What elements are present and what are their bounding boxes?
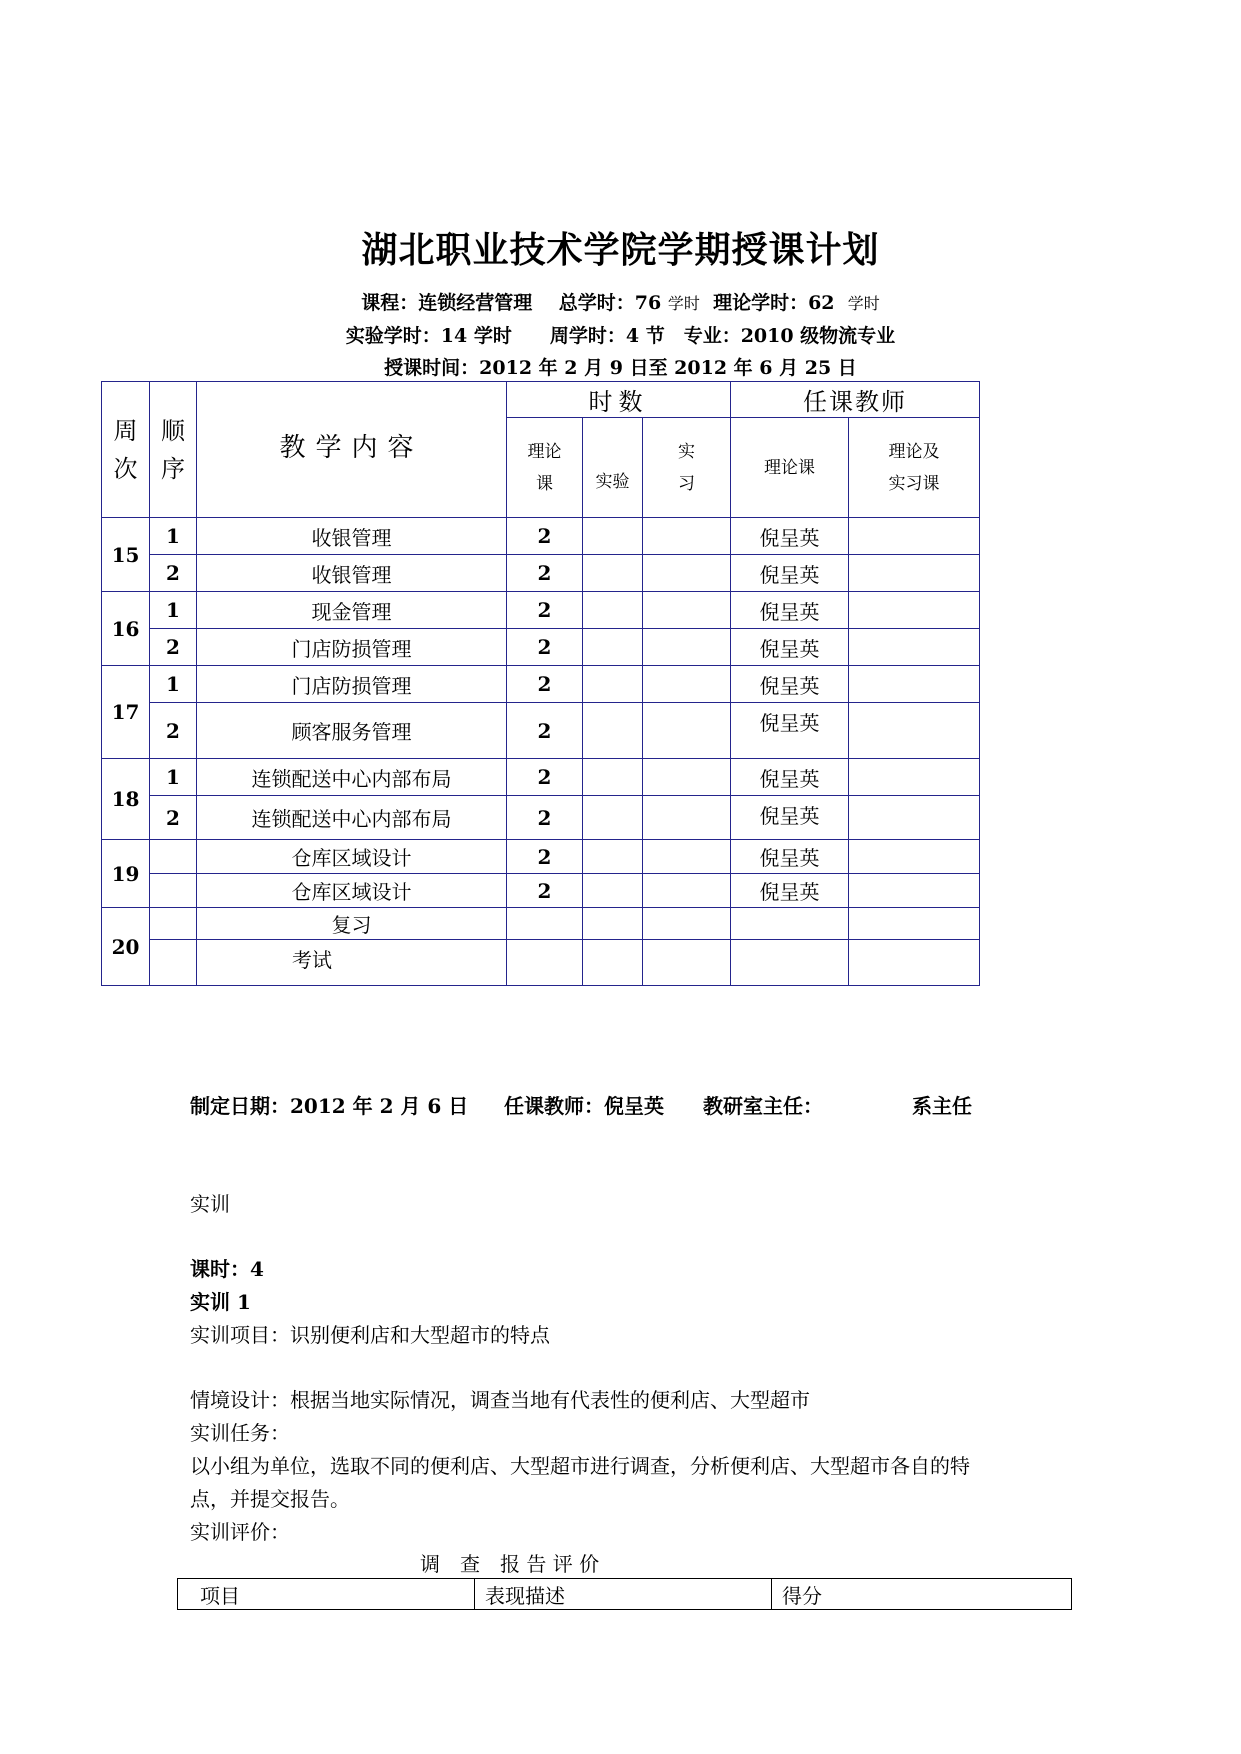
- teacher-cell: 倪呈英: [731, 840, 849, 874]
- header-teacher-theory-practice: 理论及实习课: [849, 418, 980, 518]
- total-hours-label: 总学时：: [558, 292, 635, 314]
- header-teacher: 任课教师: [731, 382, 980, 418]
- hours-cell: [507, 940, 583, 986]
- content-cell: 门店防损管理: [197, 666, 507, 703]
- footer-dept-head: 系主任: [912, 1094, 972, 1118]
- course-name: 连锁经营管理: [418, 292, 533, 314]
- table-row: [102, 874, 980, 908]
- table-row: [102, 908, 980, 940]
- order-cell: [150, 874, 197, 908]
- order-cell: 1: [150, 759, 197, 796]
- teacher-cell: 倪呈英: [731, 759, 849, 796]
- header-week: 周次: [102, 382, 150, 518]
- total-hours: 76: [634, 292, 662, 314]
- course-info-line: [0, 288, 1241, 315]
- teacher-cell: 倪呈英: [731, 796, 849, 840]
- week-cell: 20: [102, 908, 150, 986]
- teacher-cell: 倪呈英: [731, 666, 849, 703]
- content-cell: 连锁配送中心内部布局: [197, 796, 507, 840]
- training-project: 实训项目：识别便利店和大型超市的特点: [190, 1323, 550, 1347]
- hours-cell: 2: [507, 592, 583, 629]
- order-cell: 2: [150, 796, 197, 840]
- eval-header-item: 项目: [178, 1579, 475, 1610]
- table-row: [102, 840, 980, 874]
- header-content: 教学内容: [197, 382, 507, 518]
- week-cell: 19: [102, 840, 150, 908]
- training-scenario: 情境设计：根据当地实际情况，调查当地有代表性的便利店、大型超市: [190, 1388, 810, 1412]
- order-cell: 1: [150, 592, 197, 629]
- hours-cell: 2: [507, 518, 583, 555]
- table-row: [102, 518, 980, 555]
- week-cell: 16: [102, 592, 150, 666]
- footer-teacher: 任课教师：倪呈英: [504, 1094, 664, 1118]
- teacher-cell: 倪呈英: [731, 629, 849, 666]
- header-hours: 时数: [507, 382, 731, 418]
- table-row: [102, 592, 980, 629]
- order-cell: [150, 908, 197, 940]
- table-row: [102, 759, 980, 796]
- training-evaluation-label: 实训评价：: [190, 1520, 290, 1544]
- hours-cell: 2: [507, 759, 583, 796]
- header-practice-hours: 实习: [643, 418, 731, 518]
- order-cell: 2: [150, 703, 197, 759]
- teacher-cell: [731, 940, 849, 986]
- training-task-line2: 点，并提交报告。: [190, 1487, 350, 1511]
- training-number: 实训 1: [190, 1290, 251, 1314]
- evaluation-title: 调 查 报 告 评 价: [420, 1552, 600, 1576]
- hours-cell: [507, 908, 583, 940]
- training-task-line1: 以小组为单位，选取不同的便利店、大型超市进行调查，分析便利店、大型超市各自的特: [190, 1454, 970, 1478]
- table-row: [102, 703, 980, 759]
- order-cell: 1: [150, 518, 197, 555]
- hours-cell: 2: [507, 796, 583, 840]
- evaluation-table: [177, 1578, 1072, 1610]
- eval-header-score: 得分: [772, 1579, 1072, 1610]
- header-teacher-theory: 理论课: [731, 418, 849, 518]
- order-cell: 1: [150, 666, 197, 703]
- order-cell: 2: [150, 555, 197, 592]
- teacher-cell: 倪呈英: [731, 592, 849, 629]
- header-order: 顺序: [150, 382, 197, 518]
- content-cell: 收银管理: [197, 518, 507, 555]
- theory-hours: 62: [808, 292, 835, 314]
- teacher-cell: [731, 908, 849, 940]
- teacher-cell: 倪呈英: [731, 703, 849, 759]
- table-row: [102, 796, 980, 840]
- table-row: [102, 666, 980, 703]
- training-heading: 实训: [190, 1192, 230, 1216]
- theory-hours-unit: 学时: [847, 294, 880, 313]
- order-cell: 2: [150, 629, 197, 666]
- order-cell: [150, 840, 197, 874]
- content-cell: 连锁配送中心内部布局: [197, 759, 507, 796]
- training-task-label: 实训任务：: [190, 1421, 290, 1445]
- content-cell: 复习: [197, 908, 507, 940]
- teacher-cell: 倪呈英: [731, 555, 849, 592]
- teacher-cell: 倪呈英: [731, 874, 849, 908]
- theory-hours-label: 理论学时：: [713, 292, 809, 314]
- content-cell: 仓库区域设计: [197, 874, 507, 908]
- teaching-plan-table: [101, 381, 980, 986]
- content-cell: 仓库区域设计: [197, 840, 507, 874]
- course-info-line-2: 实验学时：14 学时 周学时：4 节 专业：2010 级物流专业: [345, 325, 896, 347]
- hours-cell: 2: [507, 555, 583, 592]
- evaluation-header-row: [178, 1579, 1072, 1610]
- week-cell: 15: [102, 518, 150, 592]
- teacher-cell: 倪呈英: [731, 518, 849, 555]
- content-cell: 门店防损管理: [197, 629, 507, 666]
- header-experiment-hours: 实验: [583, 418, 643, 518]
- content-cell: 现金管理: [197, 592, 507, 629]
- eval-header-description: 表现描述: [475, 1579, 772, 1610]
- course-label: 课程：: [361, 292, 419, 314]
- hours-cell: 2: [507, 629, 583, 666]
- order-cell: [150, 940, 197, 986]
- table-row: [102, 555, 980, 592]
- week-cell: 18: [102, 759, 150, 840]
- hours-cell: 2: [507, 666, 583, 703]
- training-hours: 课时：4: [190, 1257, 264, 1281]
- content-cell: 考试: [197, 940, 507, 986]
- hours-cell: 2: [507, 840, 583, 874]
- table-row: [102, 629, 980, 666]
- footer-office-head: 教研室主任：: [703, 1094, 823, 1118]
- footer-date: 制定日期：2012 年 2 月 6 日: [190, 1094, 469, 1118]
- table-row: [102, 940, 980, 986]
- document-title: 湖北职业技术学院学期授课计划: [361, 229, 880, 271]
- header-theory-hours: 理论课: [507, 418, 583, 518]
- content-cell: 收银管理: [197, 555, 507, 592]
- week-cell: 17: [102, 666, 150, 759]
- total-hours-unit: 学时: [667, 294, 700, 313]
- content-cell: 顾客服务管理: [197, 703, 507, 759]
- hours-cell: 2: [507, 703, 583, 759]
- hours-cell: 2: [507, 874, 583, 908]
- teaching-period: 授课时间：2012 年 2 月 9 日至 2012 年 6 月 25 日: [384, 357, 857, 379]
